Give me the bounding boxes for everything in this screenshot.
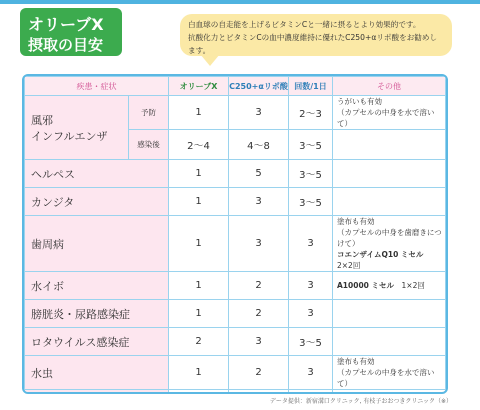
bubble-tail — [200, 54, 220, 66]
intake-table-frame — [22, 74, 448, 394]
sub-cell: 感染後 — [129, 130, 169, 160]
olive-cell: 1 — [169, 96, 229, 130]
c250-cell: 3 — [229, 188, 289, 216]
product-name: A10000 ミセル — [337, 281, 395, 290]
other-cell — [333, 130, 446, 160]
times-cell — [289, 390, 333, 395]
c250-cell: 3 — [229, 96, 289, 130]
other-note: 塗布も有効 （カプセルの中身を水で溶いて） — [337, 357, 435, 388]
disease-cell — [25, 390, 169, 395]
table-row — [25, 160, 446, 188]
times-cell: 2〜3 — [289, 96, 333, 130]
olive-cell: 2〜4 — [169, 130, 229, 160]
olive-cell: 1 — [169, 160, 229, 188]
disease-cell: 水イボ — [25, 272, 169, 300]
other-product — [337, 280, 445, 291]
header-olive: オリーブX — [169, 77, 229, 96]
disease-cell: ヘルペス — [25, 160, 169, 188]
olive-cell: 1 — [169, 300, 229, 328]
top-accent-bar — [0, 0, 480, 4]
c250-cell: 2 — [229, 300, 289, 328]
c250-cell: 2 — [229, 356, 289, 390]
olive-cell: 2 — [169, 328, 229, 356]
header-disease: 疾患・症状 — [25, 77, 169, 96]
times-cell: 3 — [289, 356, 333, 390]
times-cell: 3 — [289, 300, 333, 328]
c250-cell: 5 — [229, 160, 289, 188]
other-cell — [333, 160, 446, 188]
olive-cell: 1 — [169, 216, 229, 272]
bubble-line1: 白血球の自走能を上げるビタミンCと一緒に摂るとより効果的です。 — [188, 20, 421, 29]
times-cell: 3 — [289, 216, 333, 272]
header-times: 回数/1日 — [289, 77, 333, 96]
other-cell — [333, 356, 446, 390]
c250-cell: 3 — [229, 216, 289, 272]
disease-cell: 膀胱炎・尿路感染症 — [25, 300, 169, 328]
times-cell: 3〜5 — [289, 188, 333, 216]
intake-table — [24, 76, 446, 394]
olive-cell: 1 — [169, 356, 229, 390]
title-line1: オリーブX — [28, 15, 104, 34]
olive-cell — [169, 390, 229, 395]
disease-cell: ロタウイルス感染症 — [25, 328, 169, 356]
other-cell — [333, 188, 446, 216]
other-cell — [333, 216, 446, 272]
times-cell: 3〜5 — [289, 130, 333, 160]
c250-cell: 3 — [229, 328, 289, 356]
bubble-line2: 抗酸化力とビタミンCの血中濃度維持に優れたC250+αリポ酸をお勧めします。 — [188, 33, 438, 55]
disease-cell: 風邪 インフルエンザ — [25, 96, 129, 160]
header-other: その他 — [333, 77, 446, 96]
c250-cell: 4〜8 — [229, 130, 289, 160]
table-row — [25, 356, 446, 390]
olive-cell: 1 — [169, 188, 229, 216]
other-cell — [333, 328, 446, 356]
table-row — [25, 272, 446, 300]
olive-cell: 1 — [169, 272, 229, 300]
header-c250: C250+αリポ酸 — [229, 77, 289, 96]
product-dose: 1×2回 — [394, 281, 425, 290]
times-cell: 3〜5 — [289, 160, 333, 188]
table-row — [25, 328, 446, 356]
product-dose: 2×2回 — [337, 250, 431, 270]
title-line2: 摂取の目安 — [28, 36, 104, 54]
times-cell: 3 — [289, 272, 333, 300]
other-product — [337, 249, 445, 271]
c250-cell — [229, 390, 289, 395]
other-cell — [333, 96, 446, 130]
sub-cell: 予防 — [129, 96, 169, 130]
other-cell — [333, 272, 446, 300]
other-cell — [333, 300, 446, 328]
disease-cell: 歯周病 — [25, 216, 169, 272]
other-note: 塗布も有効 （カプセルの中身を歯磨きにつけて） — [337, 217, 442, 248]
disease-cell: 水虫 — [25, 356, 169, 390]
table-row — [25, 390, 446, 395]
table-header-row — [25, 77, 446, 96]
info-bubble — [180, 14, 452, 56]
times-cell: 3〜5 — [289, 328, 333, 356]
table-row — [25, 188, 446, 216]
table-row — [25, 96, 446, 130]
disease-cell: カンジタ — [25, 188, 169, 216]
other-cell — [333, 390, 446, 395]
table-row — [25, 216, 446, 272]
title-badge — [20, 8, 122, 56]
product-name: コエンザイムQ10 ミセル — [337, 250, 424, 259]
table-row — [25, 300, 446, 328]
other-note: うがいも有効 （カプセルの中身を水で溶いて） — [337, 97, 435, 128]
c250-cell: 2 — [229, 272, 289, 300]
data-credit: データ提供：新宿溝口クリニック, 有枝子おおつきクリニック（※） — [269, 398, 452, 405]
